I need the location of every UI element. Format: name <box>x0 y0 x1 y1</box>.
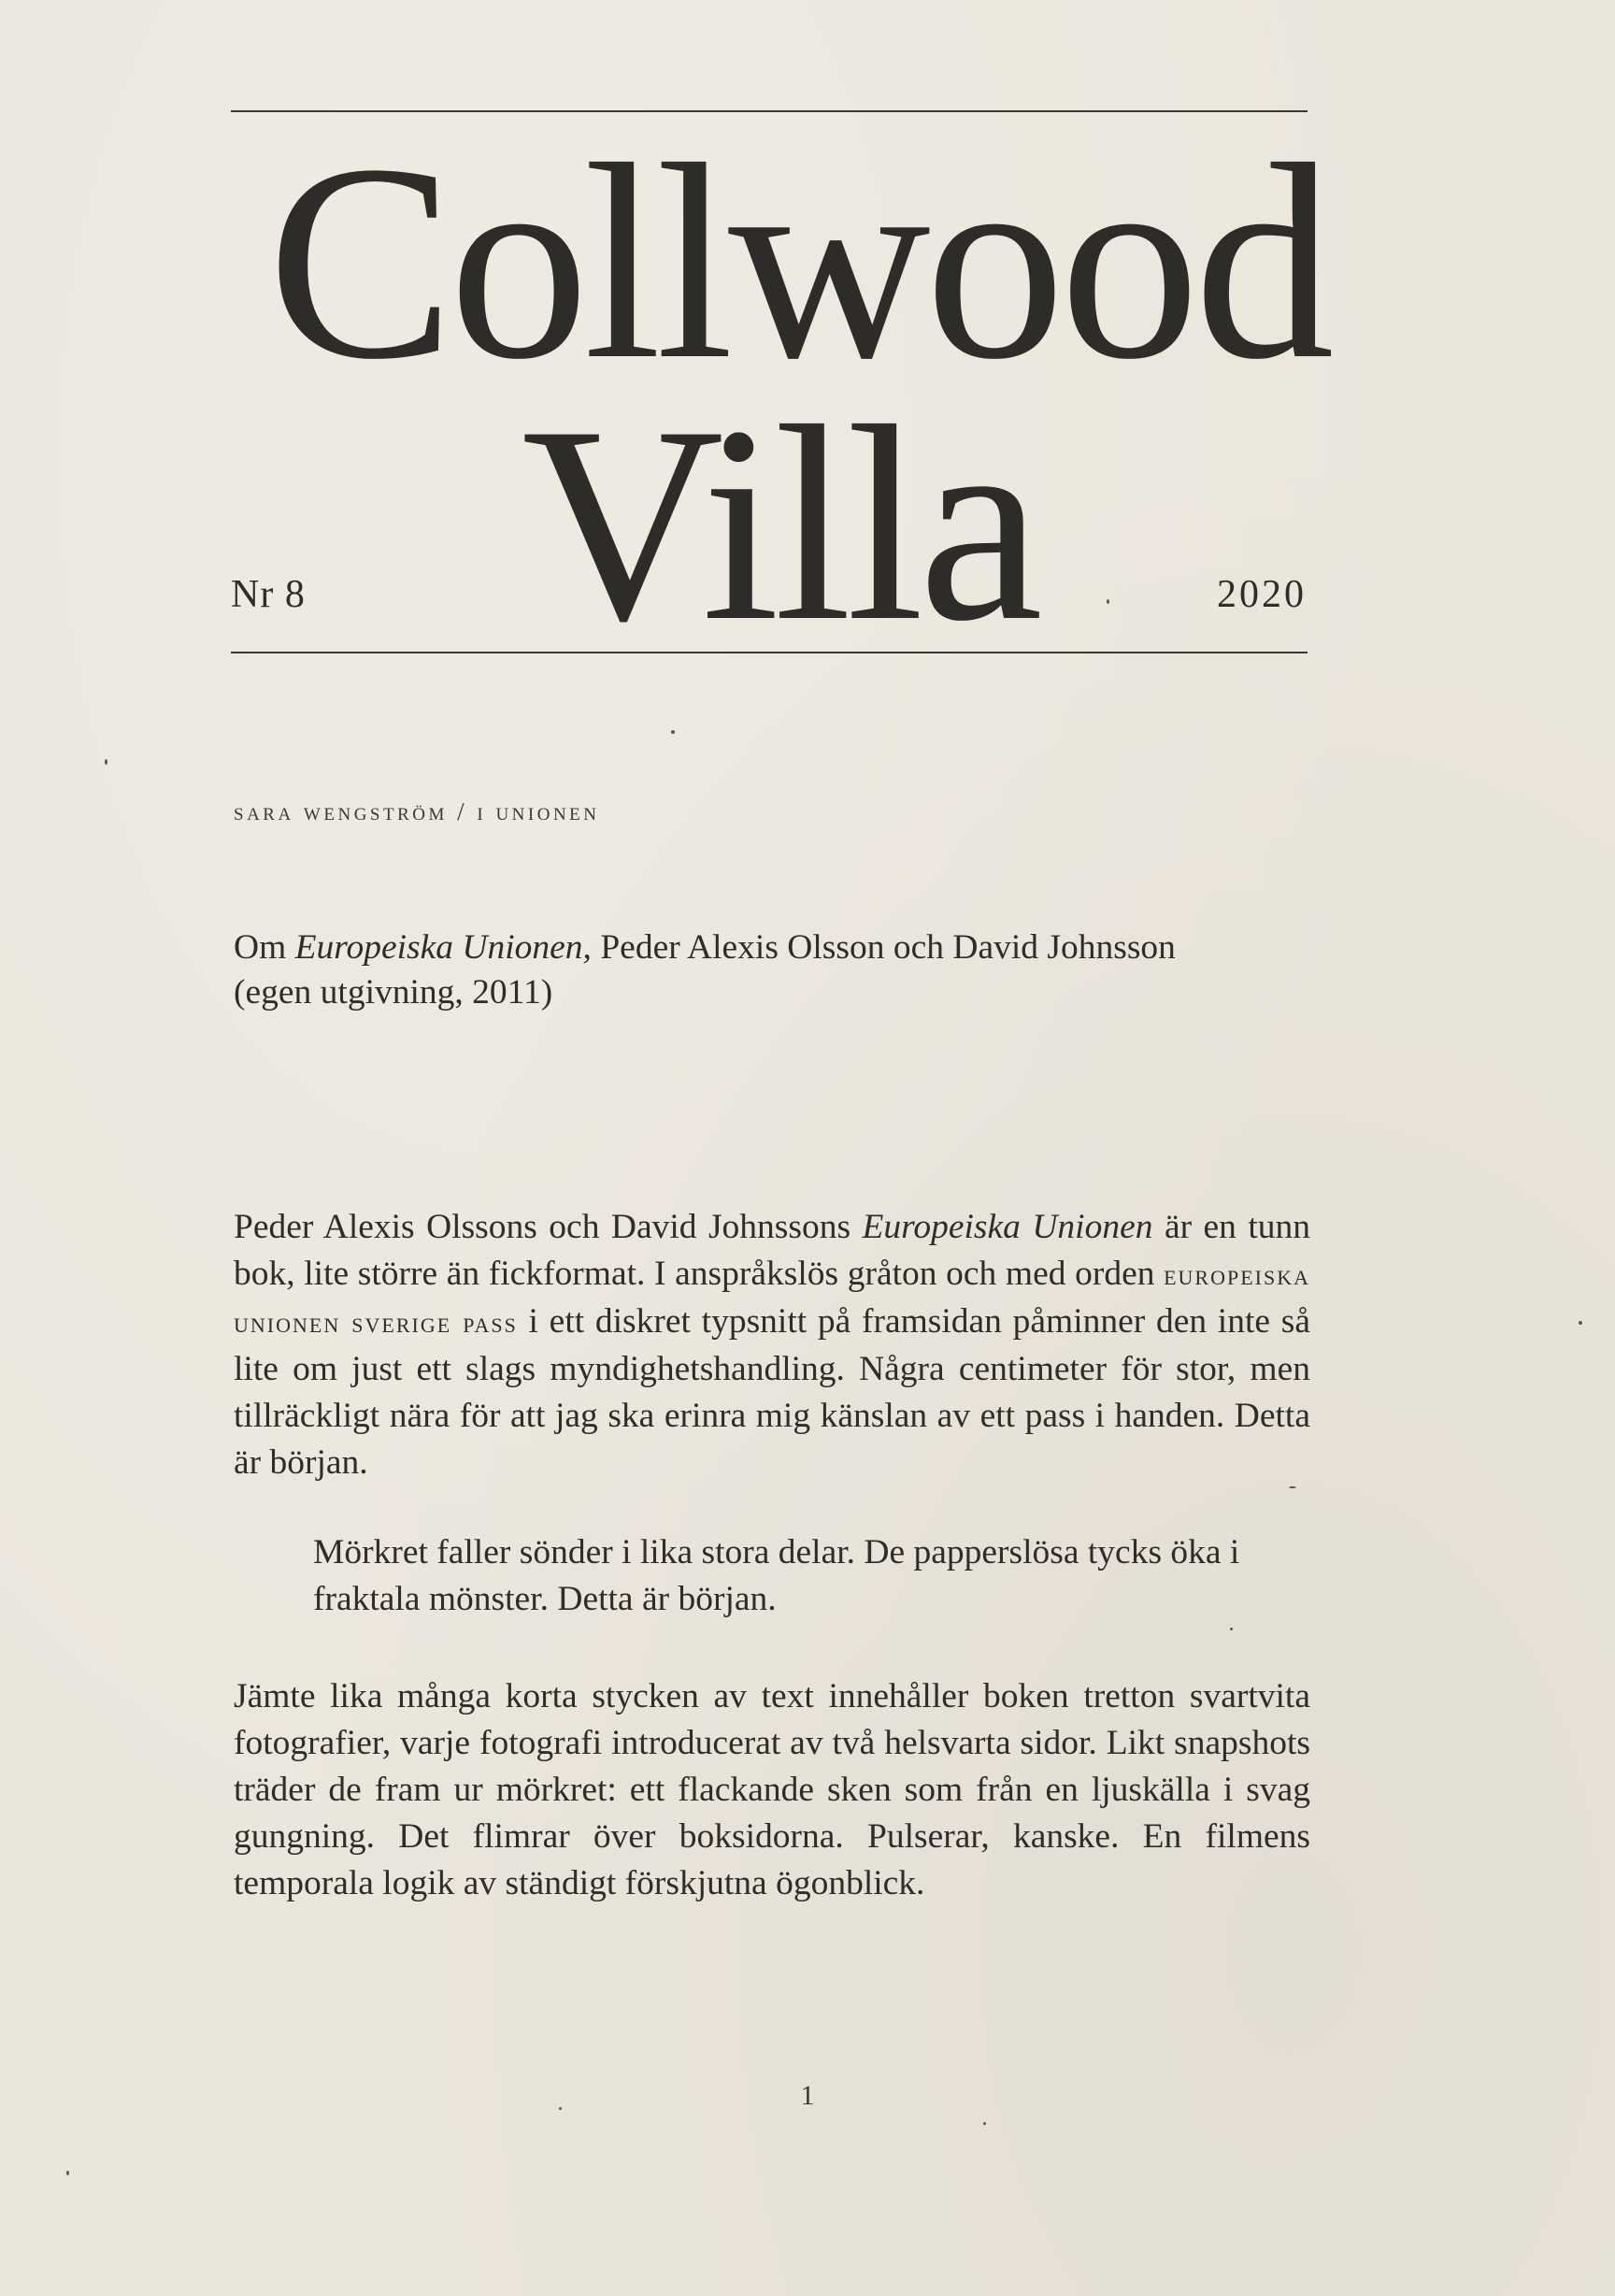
page-number: 1 <box>800 2080 815 2111</box>
paragraph-1-smallcaps: europeiska unionen sverige pass <box>234 1258 1310 1339</box>
paragraph-3-text: Jämte lika många korta stycken av text innehåller boken tretton svartvita fotografier, varje fotografi introducerat av två helsvarta sidor. Likt snapshots träder de fram ur mörkret: ett flackande sken som från en ljuskälla i svag gungning. Det flimrar över boksidorna. Pulserar, kanske. En filmens temporala logik av ständigt förskjutna ögonblick. <box>234 1677 1310 1902</box>
article-byline: sara wengström / i unionen <box>234 797 600 825</box>
paper-speck <box>1230 1628 1233 1630</box>
paragraph-1-title: Europeiska Unionen <box>862 1208 1153 1246</box>
paragraph-1-middle: är en tunn bok, lite större än fickformat. I anspråkslös gråton och med orden <box>234 1208 1311 1293</box>
issue-number: Nr 8 <box>231 573 306 616</box>
issue-year: 2020 <box>1217 573 1307 616</box>
masthead-title-line2: Villa <box>522 368 1037 679</box>
paper-speck <box>1289 1486 1296 1488</box>
masthead-bottom-rule <box>231 652 1308 653</box>
paper-speck <box>1579 1321 1582 1325</box>
paper-speck <box>983 2122 986 2125</box>
block-quote <box>313 1529 1248 1623</box>
review-subject <box>234 926 1308 1015</box>
review-subject-line2: (egen utgivning, 2011) <box>234 973 553 1012</box>
paragraph-1 <box>234 1204 1310 1486</box>
paper-speck <box>559 2107 562 2110</box>
paper-speck <box>105 759 107 765</box>
subject-book-title: Europeiska Unionen, <box>294 928 592 967</box>
paper-speck <box>66 2171 69 2175</box>
paragraph-3 <box>234 1673 1310 1907</box>
paragraph-1-end: i ett diskret typsnitt på framsidan påminner den inte så lite om just ett slags myndighetshandling. Några centimeter för stor, men tillräckligt nära för att jag ska erinra mig känslan av ett pass i handen. Detta är början. <box>234 1302 1310 1482</box>
review-subject-line1 <box>234 926 1308 970</box>
subject-prefix: Om <box>234 928 295 967</box>
paper-speck <box>1107 599 1109 604</box>
masthead-title-line1: Collwood <box>267 107 1329 417</box>
subject-authors: Peder Alexis Olsson och David Johnsson <box>591 928 1176 967</box>
paper-speck <box>671 730 675 734</box>
block-quote-text: Mörkret faller sönder i lika stora delar. De papperslösa tycks öka i fraktala mönster. Detta är början. <box>313 1533 1240 1618</box>
paragraph-1-start: Peder Alexis Olssons och David Johnssons <box>234 1208 863 1246</box>
